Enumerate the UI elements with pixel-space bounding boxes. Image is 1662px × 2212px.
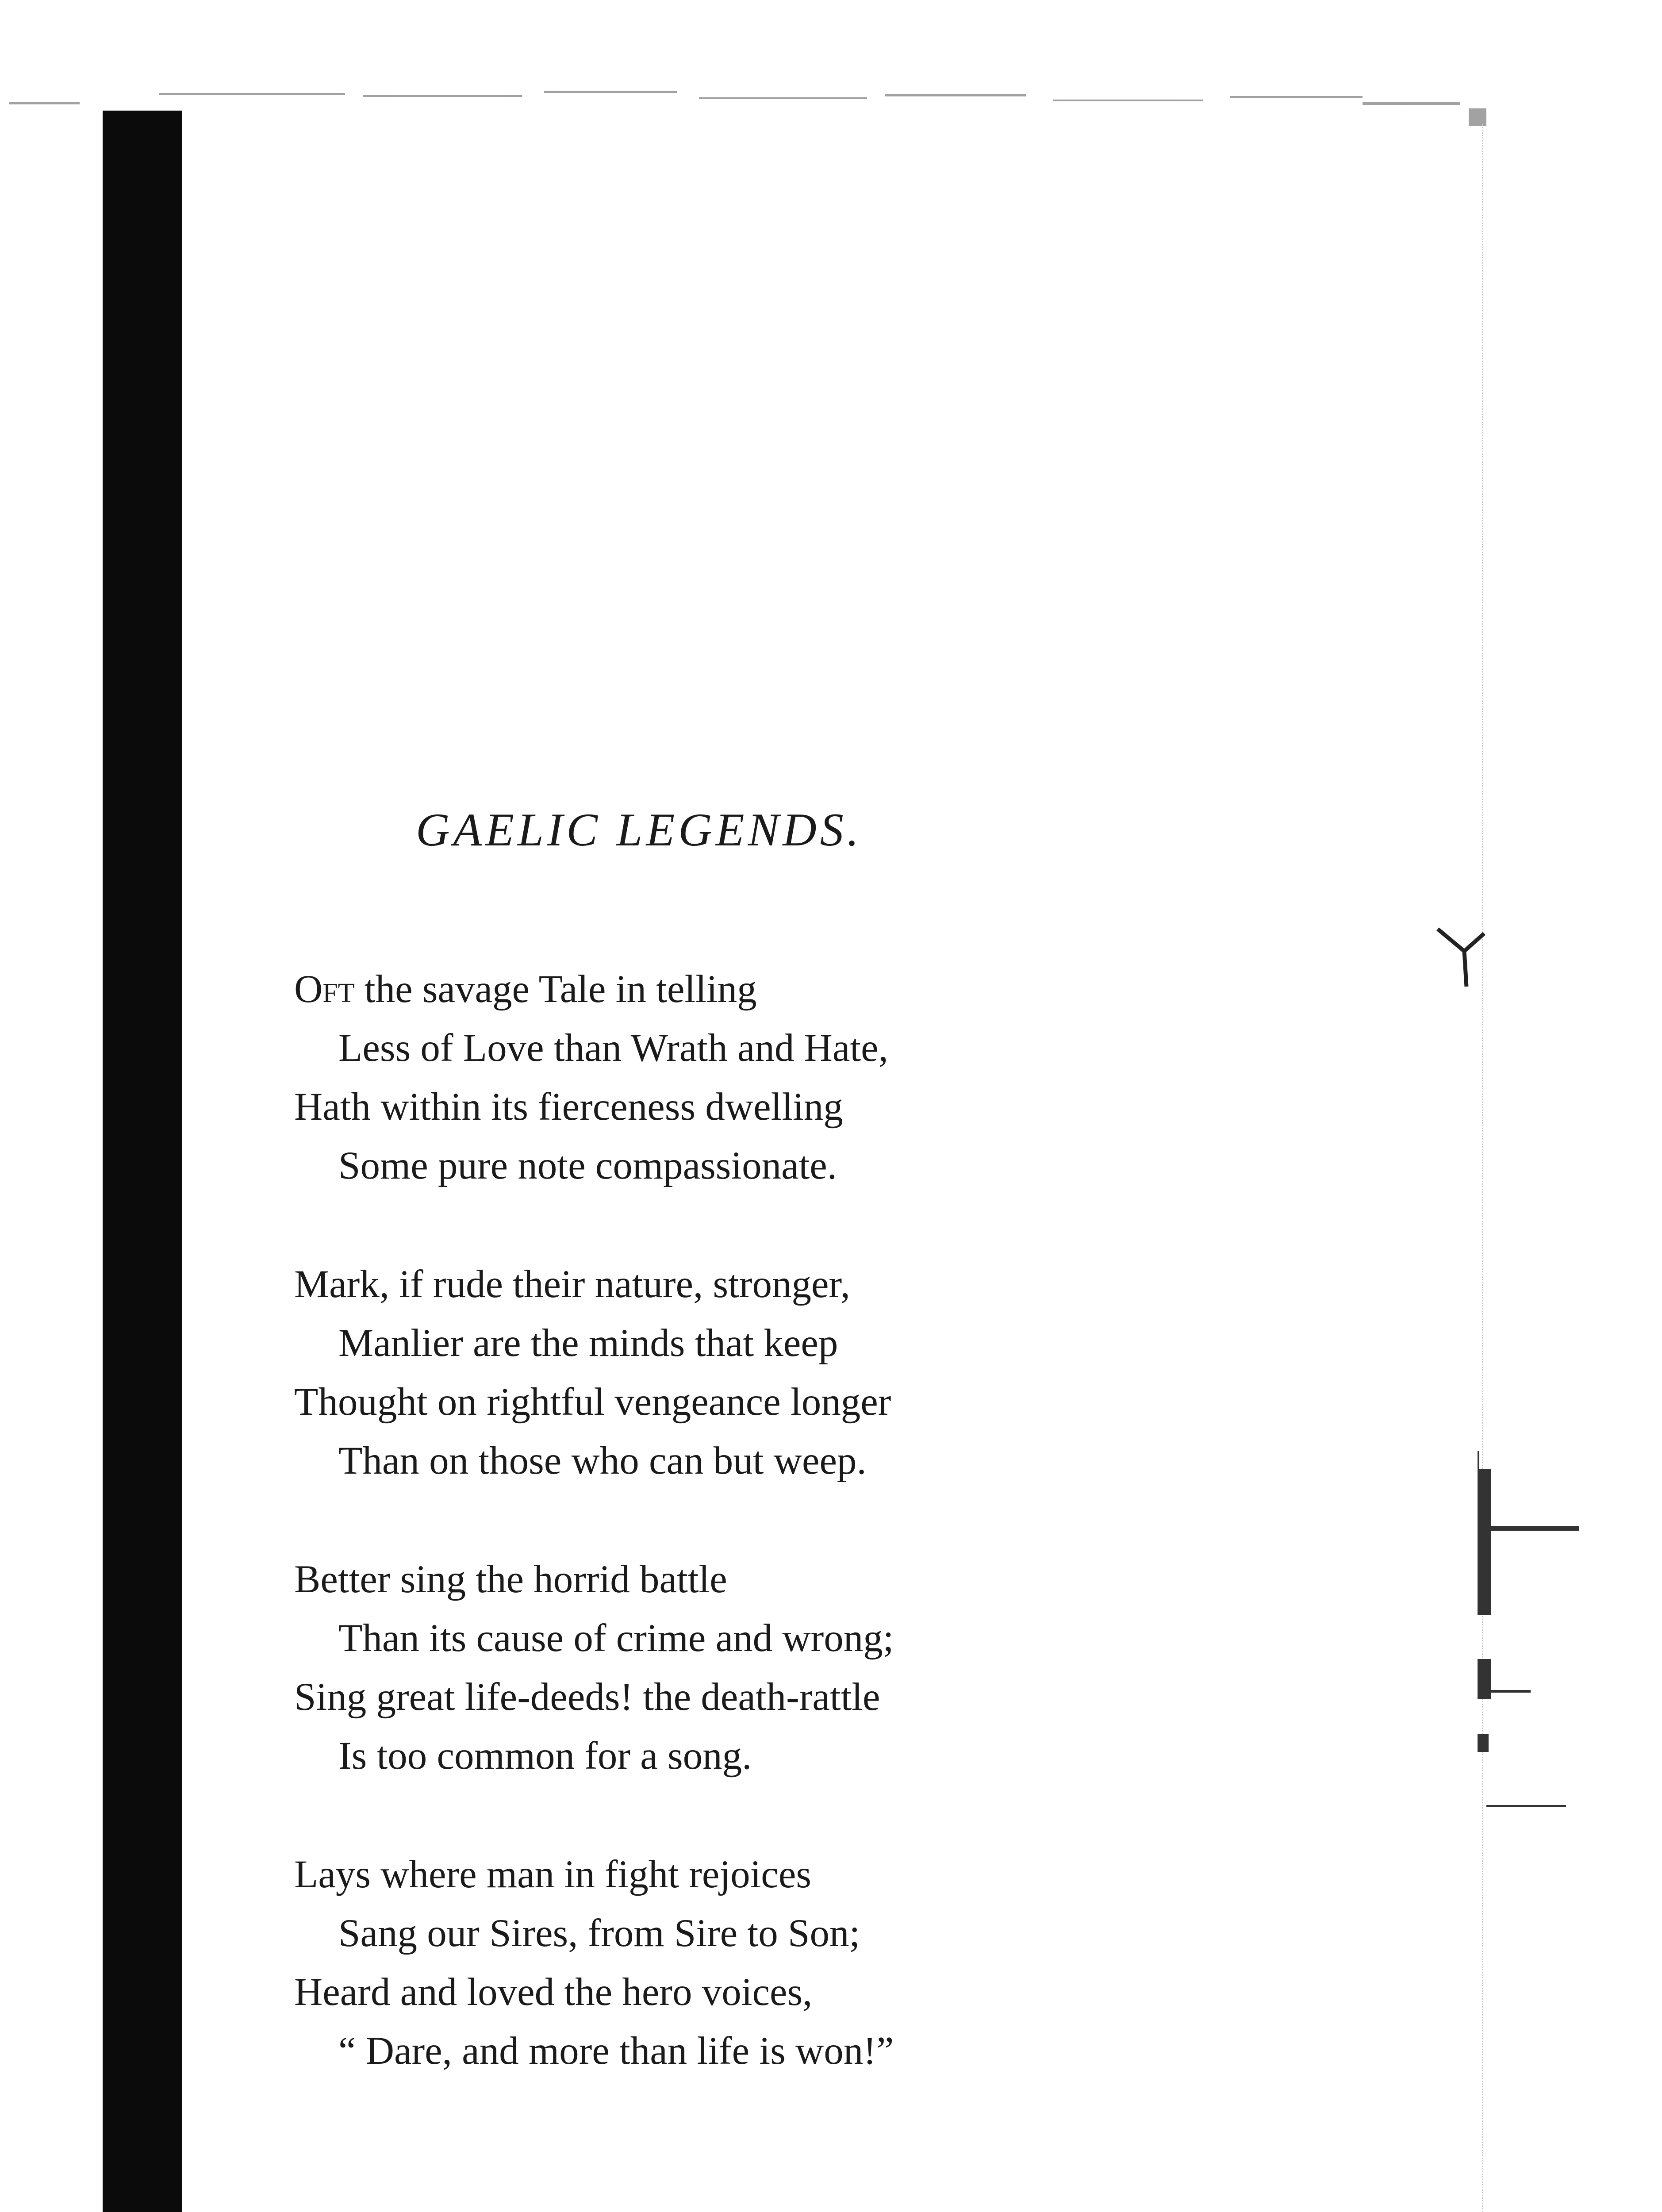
poem-line: Lays where man in fight rejoices (294, 1853, 811, 1896)
poem-line: Than on those who can but weep. (338, 1439, 867, 1482)
stanza (294, 1845, 1400, 2081)
poem-line: Some pure note compassionate. (338, 1144, 837, 1187)
poem-line: Hath within its fierceness dwelling (294, 1085, 843, 1129)
poem-line: Thought on rightful vengeance longer (294, 1380, 891, 1424)
right-edge-smudge (1469, 1451, 1584, 1814)
edge-mark (1433, 925, 1491, 991)
right-page-edge (1482, 124, 1485, 2212)
poem-line: Manlier are the minds that keep (338, 1321, 838, 1365)
stanza (294, 1550, 1400, 1786)
poem-line: Mark, if rude their nature, stronger, (294, 1263, 850, 1306)
page-binding-shadow (103, 111, 182, 2212)
poem-body (294, 960, 1400, 2140)
poem-line: Better sing the horrid battle (294, 1558, 727, 1601)
poem-line: Sang our Sires, from Sire to Son; (338, 1912, 860, 1955)
line-text: the savage Tale in telling (354, 968, 757, 1011)
poem-line: Less of Love than Wrath and Hate, (338, 1026, 888, 1070)
poem-line: Than its cause of crime and wrong; (338, 1617, 894, 1660)
poem-line: Is too common for a song. (338, 1734, 752, 1778)
stanza (294, 960, 1400, 1195)
page-title: GAELIC LEGENDS. (416, 804, 863, 856)
poem-line: “ Dare, and more than life is won!” (338, 2029, 894, 2073)
poem-line: Heard and loved the hero voices, (294, 1970, 813, 2014)
top-edge-scan-noise (0, 77, 1513, 139)
poem-line: Sing great life-deeds! the death-rattle (294, 1675, 880, 1719)
stanza (294, 1255, 1400, 1490)
poem-line (294, 960, 1400, 1019)
drop-word: Oft (294, 968, 355, 1011)
